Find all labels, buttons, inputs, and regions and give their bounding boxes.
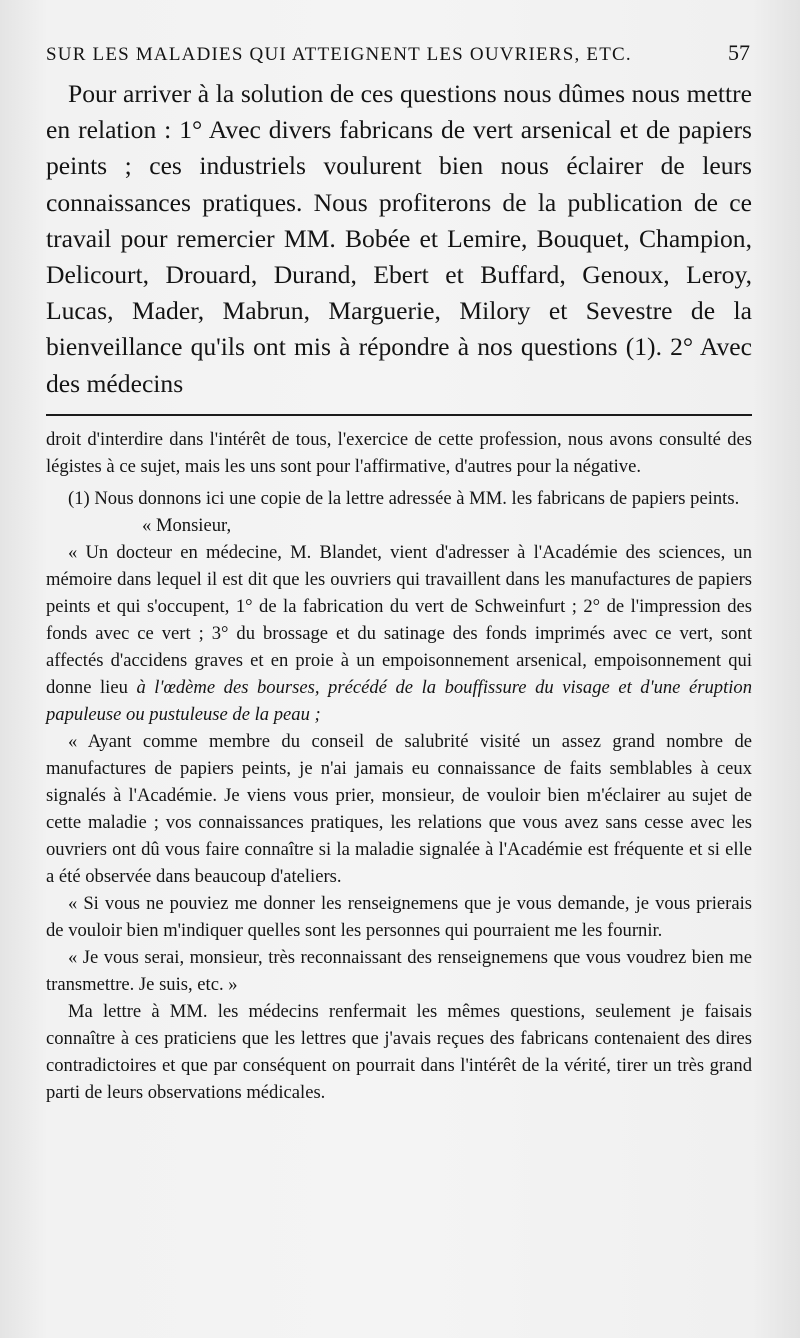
main-text <box>46 76 752 402</box>
body-paragraph: Pour arriver à la solution de ces questions nous dûmes nous mettre en relation : 1° Avec divers fabricans de vert arsenical et de papiers peints ; ces industriels voulurent bien nous éclairer de leurs connaissances pratiques. Nous profiterons de la publication de ce travail pour remercier MM. Bobée et Lemire, Bouquet, Champion, Delicourt, Drouard, Durand, Ebert et Buffard, Genoux, Leroy, Lucas, Mader, Mabrun, Marguerie, Milory et Sevestre de la bienveillance qu'ils ont mis à répondre à nos questions (1). 2° Avec des médecins <box>46 79 752 398</box>
letter-paragraph-1-italic: à l'œdème des bourses, précédé de la bouffissure du visage et d'une éruption papuleuse ou pustuleuse de la peau ; <box>46 676 752 725</box>
letter-salutation: « Monsieur, <box>142 514 232 536</box>
footnote-continuation: droit d'interdire dans l'intérêt de tous, l'exercice de cette profession, nous avons consulté des légistes à ce sujet, mais les uns sont pour l'affirmative, d'autres pour la négative. <box>46 428 752 477</box>
running-title: SUR LES MALADIES QUI ATTEIGNENT LES OUVRIERS, ETC. <box>46 44 632 65</box>
letter-paragraph-2: « Ayant comme membre du conseil de salubrité visité un assez grand nombre de manufactures de papiers peints, je n'ai jamais eu connaissance de faits semblables à ceux signalés à l'Académie. Je viens vous prier, monsieur, de vouloir bien m'éclairer au sujet de cette maladie ; vos connaissances pratiques, les relations que vous avez sans cesse avec les ouvriers ont dû vous faire connaître si la maladie signalée à l'Académie est fréquente et si elle a été observée dans beaucoup d'ateliers. <box>46 730 752 887</box>
letter-paragraph-1 <box>46 539 752 728</box>
letter-paragraph-3: « Si vous ne pouviez me donner les renseignemens que je vous demande, je vous prierais de vouloir bien m'indiquer quelles sont les personnes qui pourraient me les fournir. <box>46 892 752 941</box>
footnote-1-intro: (1) Nous donnons ici une copie de la lettre adressée à MM. les fabricans de papiers peints. <box>68 487 740 509</box>
letter-paragraph-4: « Je vous serai, monsieur, très reconnaissant des renseignemens que vous voudrez bien me transmettre. Je suis, etc. » <box>46 946 752 995</box>
footnote-rule <box>46 414 752 416</box>
page-number: 57 <box>728 40 750 65</box>
running-head <box>46 40 752 66</box>
footnotes <box>46 426 752 1106</box>
note-paragraph-5: Ma lettre à MM. les médecins renfermait les mêmes questions, seulement je faisais connaître à ces praticiens que les lettres que j'avais reçues des fabricans contenaient des dires contradictoires et que par conséquent on pourrait dans l'intérêt de la vérité, tirer un très grand parti de leurs observations médicales. <box>46 1000 752 1103</box>
letter-paragraph-1-text: « Un docteur en médecine, M. Blandet, vient d'adresser à l'Académie des sciences, un mémoire dans lequel il est dit que les ouvriers qui travaillent dans les manufactures de papiers peints et qui s'occupent, 1° de la fabrication du vert de Schweinfurt ; 2° de l'impression des fonds avec ce vert ; 3° du brossage et du satinage des fonds imprimés avec ce vert, sont affectés d'accidens graves et en proie à un empoisonnement arsenical, empoisonnement qui donne lieu <box>46 541 752 698</box>
